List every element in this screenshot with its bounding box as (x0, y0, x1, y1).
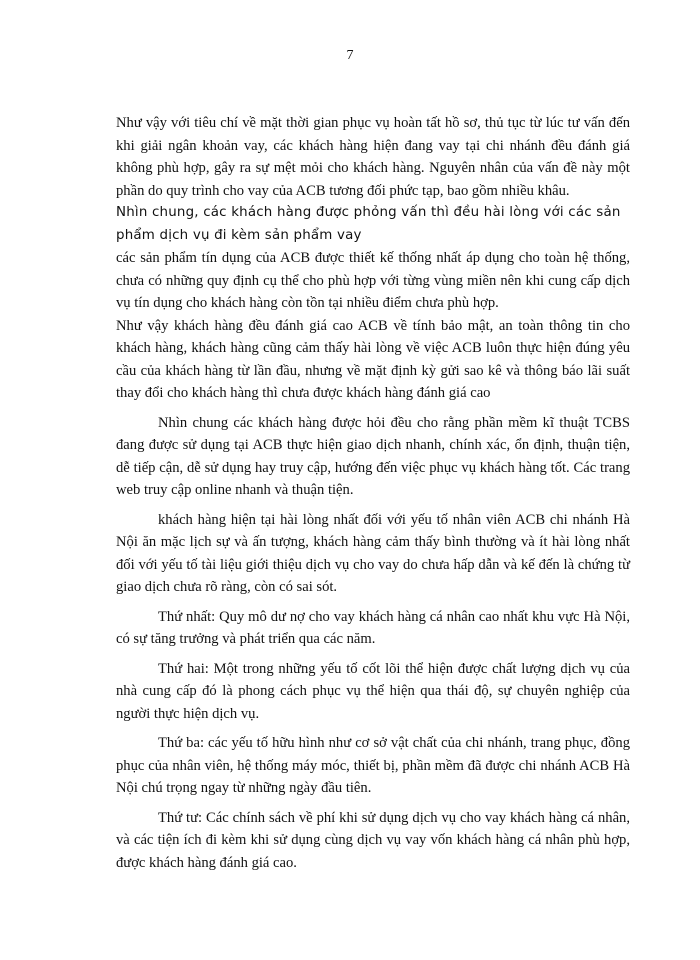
paragraph-credit-products: các sản phẩm tín dụng của ACB được thiết kế thống nhất áp dụng cho toàn hệ thống, chưa có những quy định cụ thể cho phù hợp với từng vùng miền nên khi cung cấp dịch vụ tín dụng cho khách hàng còn tồn tại nhiều điểm chưa phù hợp. (116, 250, 630, 311)
paragraph-second-point: Thứ hai: Một trong những yếu tố cốt lõi thể hiện được chất lượng dịch vụ của nhà cung cấp đó là phong cách phục vụ thể hiện qua thái độ, sự chuyên nghiệp của người thực hiện dịch vụ. (116, 660, 630, 722)
paragraph-tcbs-software: Nhìn chung các khách hàng được hỏi đều cho rằng phần mềm kĩ thuật TCBS đang được sử dụng tại ACB thực hiện giao dịch nhanh, chính xác, ổn định, thuận tiện, dễ tiếp cận, dễ sử dụng hay truy cập, hướng đến việc phục vụ khách hàng tốt. Các trang web truy cập online nhanh và thuận tiện. (116, 414, 630, 498)
document-body (116, 112, 630, 874)
paragraph-staff-satisfaction: khách hàng hiện tại hài lòng nhất đối với yếu tố nhân viên ACB chi nhánh Hà Nội ăn mặc lịch sự và ấn tượng, khách hàng cảm thấy bình thường và ít hài lòng nhất đối với yếu tố tài liệu giới thiệu dịch vụ cho vay do chưa hấp dẫn và kế đến là chứng từ giao dịch chưa rõ ràng, còn có sai sót. (116, 511, 630, 595)
paragraph-fourth-point: Thứ tư: Các chính sách về phí khi sử dụng dịch vụ cho vay khách hàng cá nhân, và các tiện ích đi kèm khi sử dụng cùng dịch vụ vay vốn khách hàng cá nhân phù hợp, được khách hàng đánh giá cao. (116, 809, 630, 871)
paragraph-time-criteria: Như vậy với tiêu chí về mặt thời gian phục vụ hoàn tất hồ sơ, thủ tục từ lúc tư vấn đến khi giải ngân khoản vay, các khách hàng hiện đang vay tại chi nhánh đều đánh giá không phù hợp, gây ra sự mệt mỏi cho khách hàng. Nguyên nhân của vấn đề này một phần do quy trình cho vay của ACB tương đối phức tạp, bao gồm nhiều khâu. (116, 115, 630, 199)
paragraph-first-point: Thứ nhất: Quy mô dư nợ cho vay khách hàng cá nhân cao nhất khu vực Hà Nội, có sự tăng trưởng và phát triển qua các năm. (116, 608, 630, 647)
paragraph-security: Như vậy khách hàng đều đánh giá cao ACB về tính bảo mật, an toàn thông tin cho khách hàng, khách hàng cũng cảm thấy hài lòng về việc ACB luôn thực hiện đúng yêu cầu của khách hàng từ lần đầu, nhưng về mặt định kỳ gửi sao kê và thông báo lãi suất thay đổi cho khách hàng thì chưa được khách hàng đánh giá cao (116, 317, 630, 401)
page-number: 7 (346, 48, 354, 63)
paragraph-third-point: Thứ ba: các yếu tố hữu hình như cơ sở vật chất của chi nhánh, trang phục, đồng phục của nhân viên, hệ thống máy móc, thiết bị, phần mềm đã được chi nhánh ACB Hà Nội chú trọng ngay từ những ngày đầu tiên. (116, 735, 630, 796)
paragraph-related-services: Nhìn chung, các khách hàng được phỏng vấn thì đều hài lòng với các sản phẩm dịch vụ đi kèm sản phẩm vay (116, 205, 621, 243)
